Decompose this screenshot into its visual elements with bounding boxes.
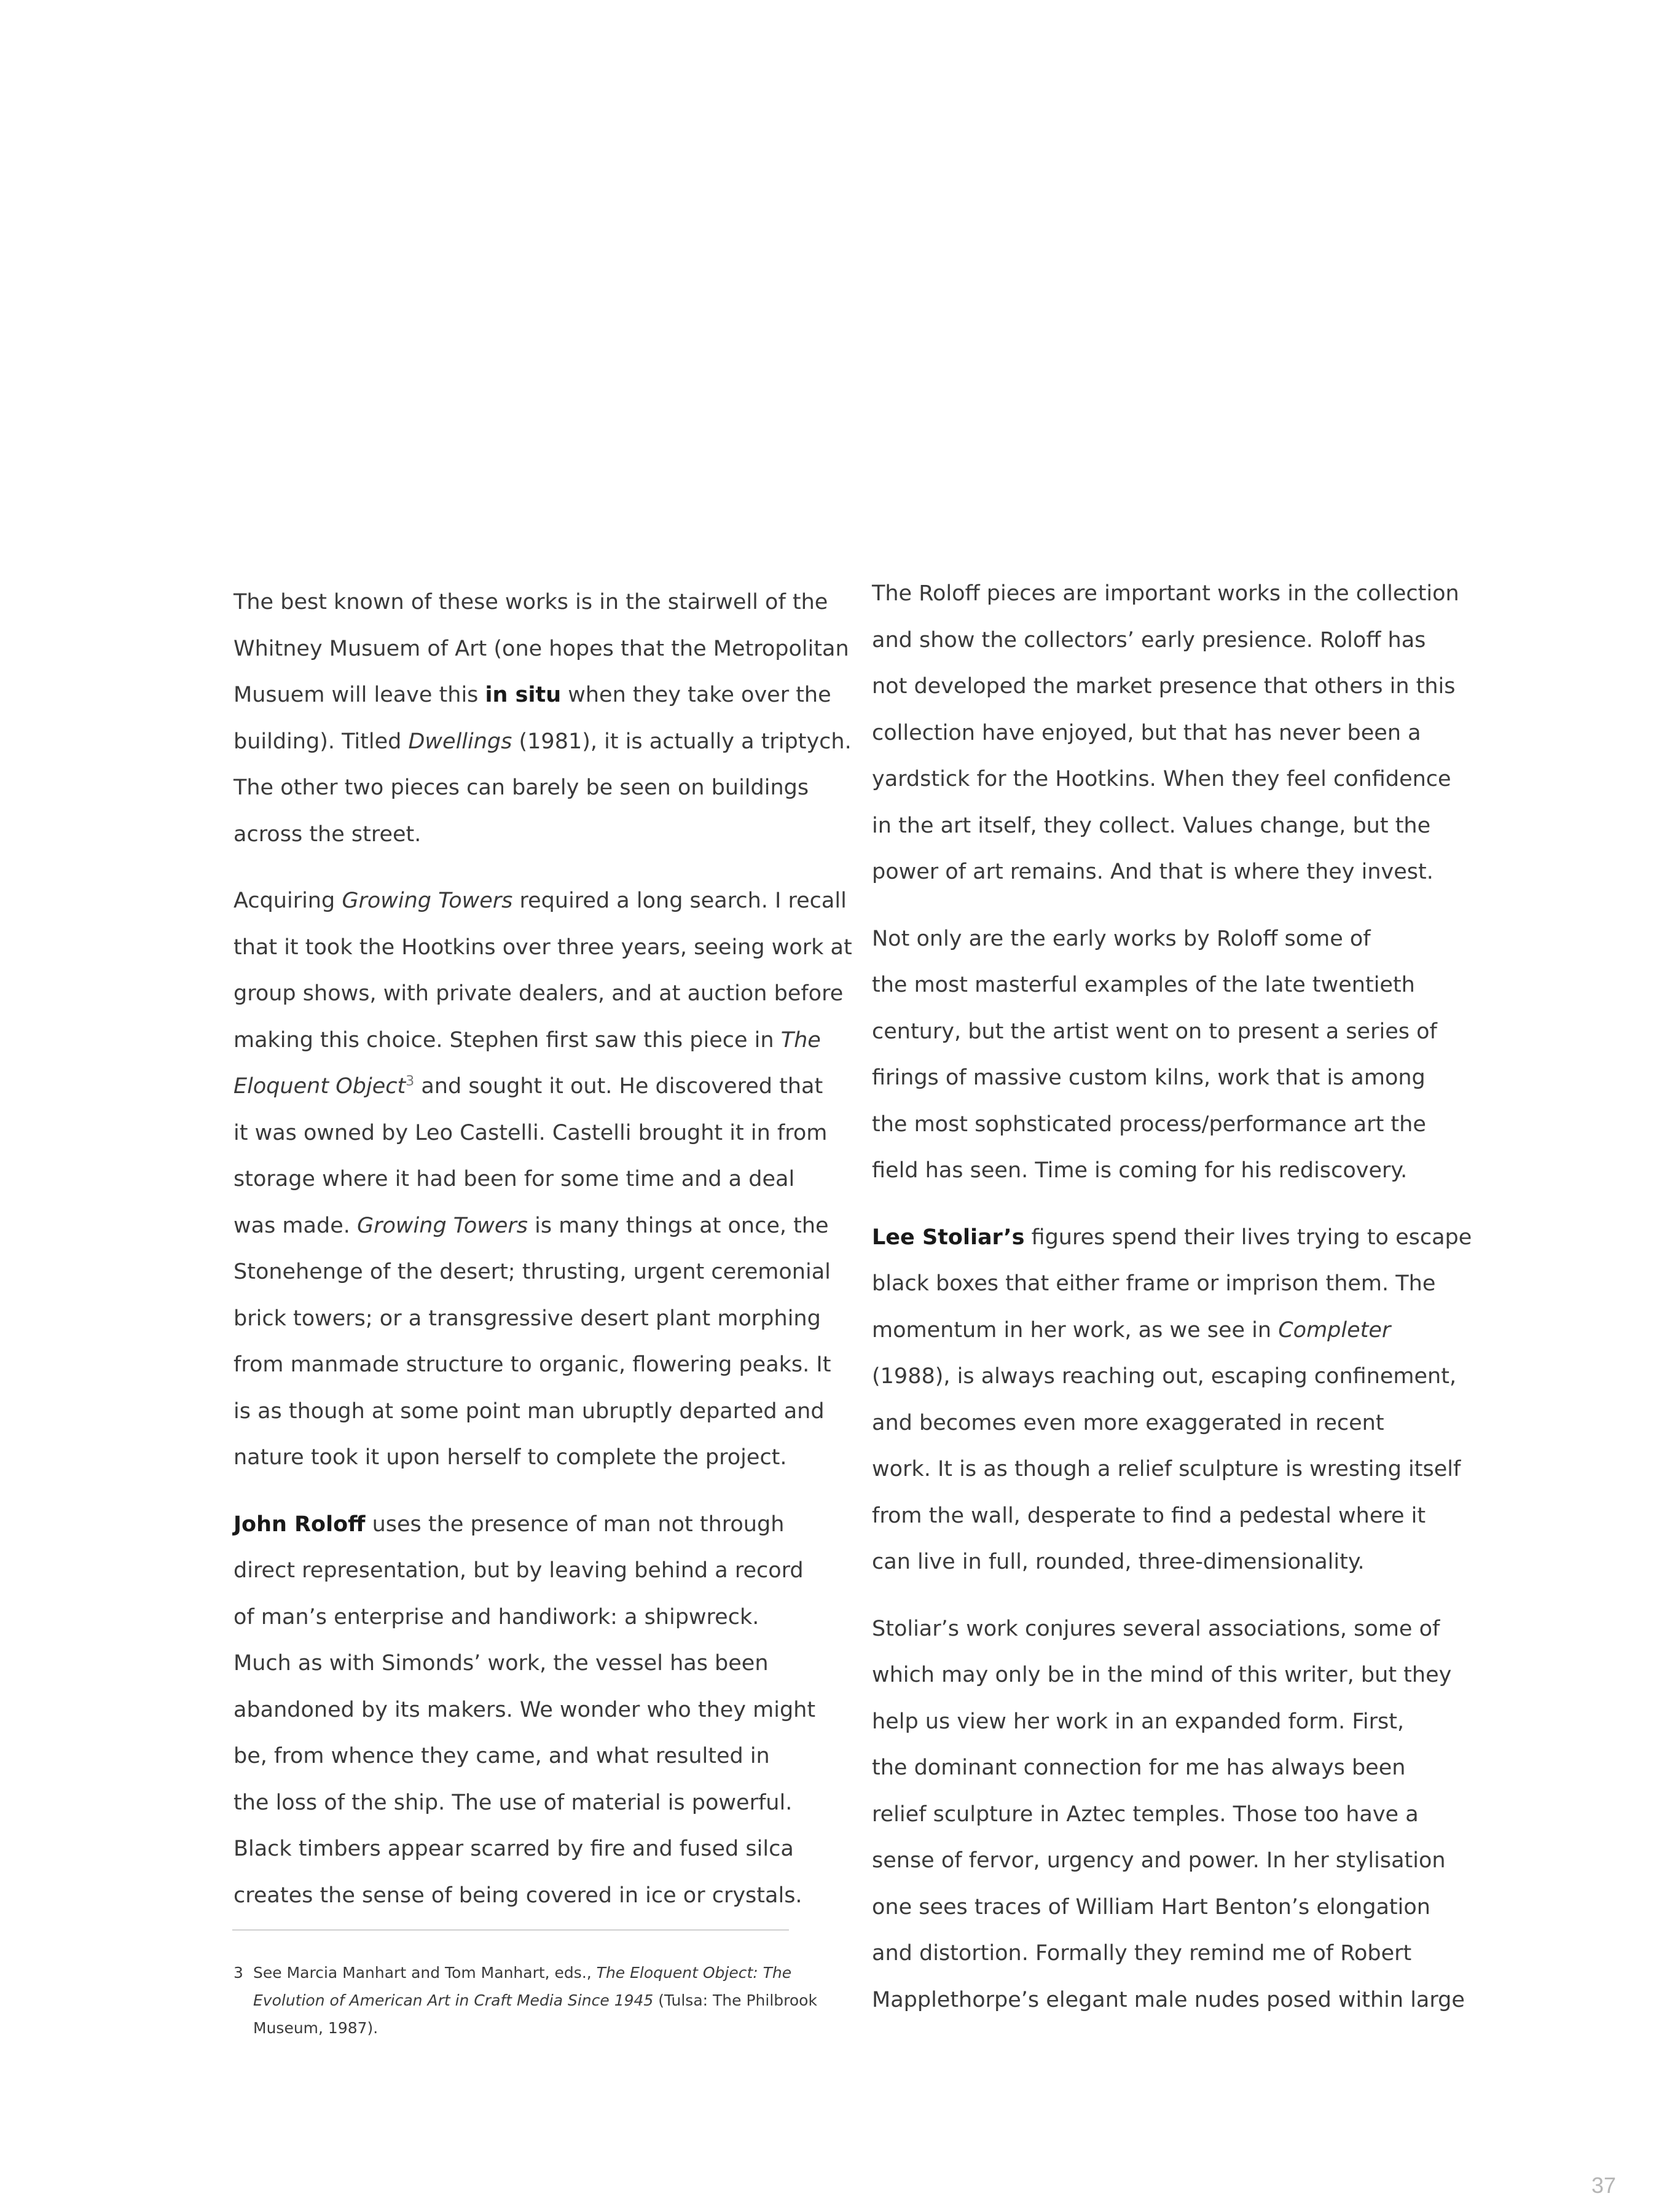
right-column [872, 571, 1472, 2044]
text-line: brick towers; or a transgressive desert plant morphing [233, 1306, 821, 1331]
text-line: Stoliar’s work conjures several associations, some of [872, 1616, 1440, 1641]
paragraph [233, 579, 852, 858]
footnote-divider [232, 1929, 789, 1931]
text-run: (Tulsa: The Philbrook [653, 1991, 817, 2009]
text-line [233, 1064, 823, 1110]
italic-title: Evolution of American Art in Craft Media Since 1945 [253, 1991, 654, 2009]
text-line: creates the sense of being covered in ice or crystals. [233, 1883, 802, 1908]
text-line [233, 1203, 829, 1250]
italic-title: Eloquent Object [233, 1074, 406, 1099]
text-run: Acquiring [233, 888, 342, 913]
text-line: group shows, with private dealers, and at auction before [233, 981, 844, 1006]
text-line [233, 672, 831, 719]
paragraph [872, 916, 1437, 1194]
text-line: Stonehenge of the desert; thrusting, urgent ceremonial [233, 1260, 831, 1284]
text-line: black boxes that either frame or imprison them. The [872, 1271, 1436, 1296]
text-line: not developed the market presence that others in this [872, 674, 1456, 699]
italic-title: Growing Towers [356, 1213, 528, 1238]
text-run: (1981), it is actually a triptych. [512, 729, 852, 754]
page-number: 37 [1591, 2173, 1616, 2198]
text-line: is as though at some point man ubruptly departed and [233, 1398, 825, 1424]
text-line: Not only are the early works by Roloff some of [872, 926, 1371, 951]
text-line: across the street. [233, 822, 422, 847]
text-line: the dominant connection for me has always been [872, 1755, 1406, 1780]
text-line: direct representation, but by leaving behind a record [233, 1558, 804, 1583]
text-line: work. It is as though a relief sculpture is wresting itself [872, 1457, 1461, 1481]
paragraph [233, 878, 852, 1481]
text-line: that it took the Hootkins over three years, seeing work at [233, 935, 852, 960]
text-line: the most sophsticated process/performance art the [872, 1112, 1426, 1137]
footnote-line [233, 1959, 799, 1986]
footnote [233, 1959, 817, 2042]
text-line: nature took it upon herself to complete the project. [233, 1445, 787, 1470]
italic-title: The [780, 1027, 821, 1053]
text-line: The best known of these works is in the stairwell of the [233, 590, 828, 614]
text-line: sense of fervor, urgency and power. In her stylisation [872, 1848, 1446, 1873]
text-line: Much as with Simonds’ work, the vessel has been [233, 1651, 769, 1676]
footnote-line [233, 1986, 817, 2014]
footnote-line: Museum, 1987). [253, 2019, 378, 2037]
text-line: the loss of the ship. The use of material is powerful. [233, 1790, 793, 1815]
text-run: See Marcia Manhart and Tom Manhart, eds., [253, 1964, 597, 1982]
text-line: in the art itself, they collect. Values change, but the [872, 813, 1431, 838]
text-line: and becomes even more exaggerated in recent [872, 1410, 1384, 1435]
bold-text: in situ [485, 683, 562, 707]
text-line [233, 1502, 786, 1548]
text-line [872, 1215, 1472, 1261]
text-run: uses the presence of man not through [365, 1512, 785, 1537]
text-line [872, 1308, 1425, 1354]
text-line: help us view her work in an expanded form. First, [872, 1709, 1405, 1734]
text-line: of man’s enterprise and handiwork: a shipwreck. [233, 1604, 759, 1630]
text-line: can live in full, rounded, three-dimensionality. [872, 1550, 1365, 1574]
text-line: (1988), is always reaching out, escaping confinement, [872, 1364, 1457, 1389]
text-run: when they take over the [561, 683, 831, 707]
text-line [233, 719, 852, 766]
italic-title: The Eloquent Object: The [596, 1964, 792, 1982]
text-line: yardstick for the Hootkins. When they feel confidence [872, 767, 1451, 791]
left-column [233, 579, 852, 1939]
italic-title: Growing Towers [342, 888, 513, 913]
text-line: power of art remains. And that is where they invest. [872, 860, 1433, 884]
text-run: momentum in her work, as we see in [872, 1317, 1279, 1343]
text-line: from the wall, desperate to find a pedestal where it [872, 1503, 1426, 1528]
text-run: and sought it out. He discovered that [414, 1074, 823, 1099]
text-run: Musuem will leave this [233, 683, 485, 707]
italic-title: Dwellings [408, 729, 512, 754]
paragraph [872, 571, 1459, 896]
text-run: making this choice. Stephen first saw this piece in [233, 1027, 781, 1053]
text-line: from manmade structure to organic, flowering peaks. It [233, 1352, 831, 1377]
text-line: and show the collectors’ early presience. Roloff has [872, 627, 1426, 653]
italic-title: Completer [1278, 1317, 1391, 1343]
text-line: Whitney Musuem of Art (one hopes that the Metropolitan [233, 636, 849, 661]
text-line: one sees traces of William Hart Benton’s elongation [872, 1894, 1430, 1920]
text-line: century, but the artist went on to present a series of [872, 1019, 1437, 1044]
text-line: the most masterful examples of the late twentieth [872, 973, 1415, 997]
text-line: and distortion. Formally they remind me of Robert [872, 1941, 1412, 1966]
paragraph [872, 1606, 1465, 2024]
artist-name: Lee Stoliar’s [872, 1225, 1025, 1250]
text-line: abandoned by its makers. We wonder who they might [233, 1697, 816, 1722]
artist-name: John Roloff [233, 1512, 366, 1537]
footnote-reference: 3 [406, 1073, 415, 1089]
text-line: which may only be in the mind of this writer, but they [872, 1663, 1452, 1687]
paragraph [233, 1502, 816, 1920]
text-line: storage where it had been for some time and a deal [233, 1167, 795, 1191]
text-line: The other two pieces can barely be seen on buildings [233, 775, 809, 800]
text-line [233, 1018, 821, 1064]
text-line: relief sculpture in Aztec temples. Those too have a [872, 1802, 1419, 1827]
text-line: be, from whence they came, and what resulted in [233, 1744, 770, 1768]
text-line: Mapplethorpe’s elegant male nudes posed within large [872, 1987, 1465, 2012]
text-line: firings of massive custom kilns, work that is among [872, 1065, 1426, 1090]
text-line: it was owned by Leo Castelli. Castelli brought it in from [233, 1120, 828, 1145]
paragraph [872, 1215, 1472, 1586]
text-line: The Roloff pieces are important works in the collection [872, 581, 1459, 606]
text-run: was made. [233, 1213, 357, 1238]
text-line: collection have enjoyed, but that has never been a [872, 720, 1421, 745]
text-run: building). Titled [233, 729, 409, 754]
text-line: Black timbers appear scarred by fire and fused silca [233, 1837, 794, 1861]
text-run: is many things at once, the [528, 1213, 829, 1238]
text-line [233, 878, 847, 925]
text-run: figures spend their lives trying to escape [1024, 1225, 1472, 1250]
text-run: required a long search. I recall [512, 888, 847, 913]
footnote-number: 3 [233, 1964, 243, 1982]
text-line: field has seen. Time is coming for his rediscovery. [872, 1158, 1408, 1183]
